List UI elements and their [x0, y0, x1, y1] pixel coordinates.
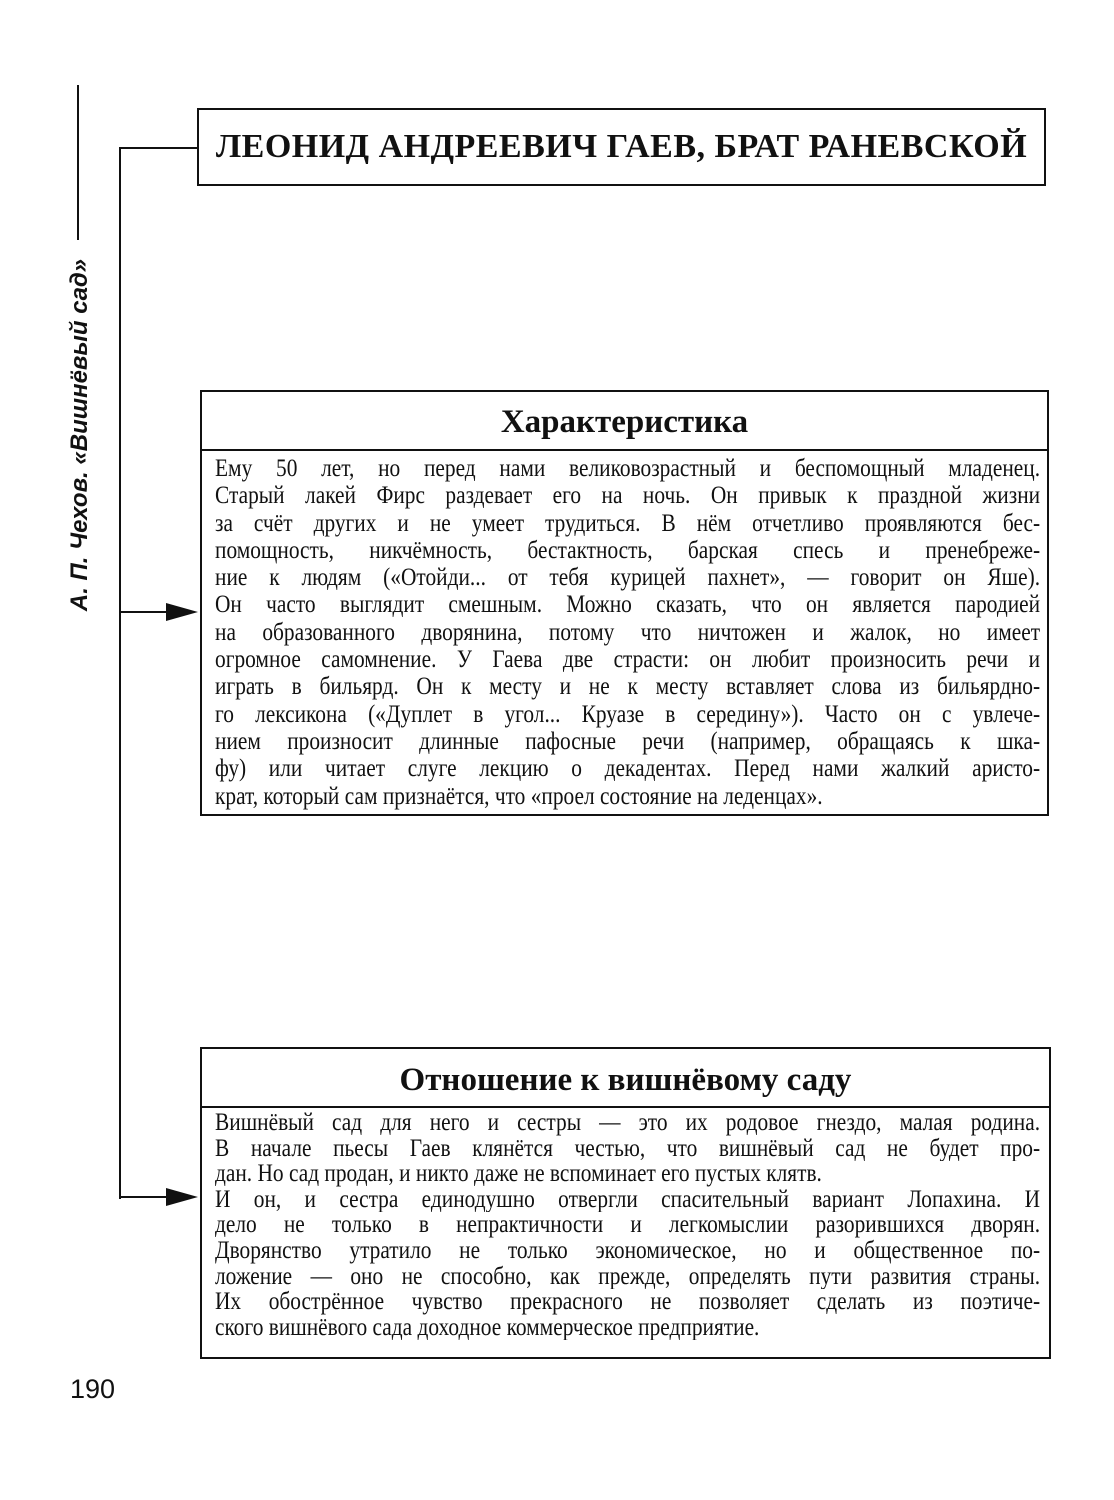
text-line: фу) или читает слуге лекцию о декадентах. Перед нами жалкий аристо-	[215, 755, 1041, 783]
connector-vertical	[119, 147, 121, 1199]
characteristic-text	[215, 455, 1114, 810]
text-line: на образованного дворянина, потому что ничтожен и жалок, но имеет	[215, 618, 1041, 646]
attitude-text	[215, 1110, 1114, 1340]
title-box	[197, 108, 1046, 186]
text-line: И он, и сестра единодушно отвергли спасительный вариант Лопахина. И	[215, 1186, 1041, 1213]
text-line: Он часто выглядит смешным. Можно сказать, что он является пародией	[215, 591, 1041, 619]
characteristic-heading: Характеристика	[202, 392, 1047, 451]
connector-to-title	[119, 147, 197, 149]
running-header-rule	[77, 85, 79, 240]
text-line: нием произносит длинные пафосные речи (например, обращаясь к шка-	[215, 727, 1041, 755]
text-line: Вишнёвый сад для него и сестры — это их родовое гнездо, малая родина.	[215, 1110, 1041, 1136]
text-line: дело не только в непрактичности и легкомыслии разорившихся дворян.	[215, 1212, 1041, 1238]
connector-to-characteristic	[119, 611, 169, 613]
text-line: дан. Но сад продан, и никто даже не вспоминает его пустых клятв.	[215, 1161, 822, 1187]
page-number: 190	[70, 1374, 116, 1404]
text-line: ложение — оно не способно, как прежде, определять пути развития страны.	[215, 1263, 1041, 1290]
text-line: за счёт других и не умеет трудиться. В нём отчетливо проявляются бес-	[215, 509, 1041, 537]
arrow-right-icon	[166, 1188, 198, 1206]
text-line: В начале пьесы Гаев клянётся честью, что вишнёвый сад не будет про-	[215, 1135, 1041, 1162]
text-line: ние к людям («Отойди... от тебя курицей пахнет», — говорит он Яше).	[215, 564, 1041, 592]
characteristic-box	[200, 390, 1049, 816]
text-line: Дворянство утратило не только экономическое, но и общественное по-	[215, 1237, 1041, 1264]
text-line: ского вишнёвого сада доходное коммерческое предприятие.	[215, 1314, 760, 1341]
text-line: огромное самомнение. У Гаева две страсти: он любит произносить речи и	[215, 646, 1041, 674]
text-line: помощность, никчёмность, бестактность, барская спесь и пренебреже-	[215, 536, 1041, 564]
page-title: ЛЕОНИД АНДРЕЕВИЧ ГАЕВ, БРАТ РАНЕВСКОЙ	[215, 128, 1028, 165]
text-line: го лексикона («Дуплет в угол... Круазе в середину»). Часто он с увлече-	[215, 700, 1041, 728]
attitude-box	[200, 1047, 1051, 1359]
arrow-right-icon	[166, 603, 198, 621]
running-header: А. П. Чехов. «Вишнёвый сад»	[66, 258, 93, 612]
text-line: Ему 50 лет, но перед нами великовозрастный и беспомощный младенец.	[215, 455, 1041, 482]
text-line: крат, который сам признаётся, что «проел состояние на леденцах».	[215, 782, 823, 810]
text-line: Старый лакей Фирс раздевает его на ночь. Он привык к праздной жизни	[215, 482, 1041, 510]
text-line: Их обострённое чувство прекрасного не позволяет сделать из поэтиче-	[215, 1289, 1041, 1315]
text-line: играть в бильярд. Он к месту и не к месту вставляет слова из бильярдно-	[215, 673, 1041, 701]
connector-to-attitude	[119, 1196, 169, 1198]
attitude-heading: Отношение к вишнёвому саду	[202, 1049, 1049, 1108]
